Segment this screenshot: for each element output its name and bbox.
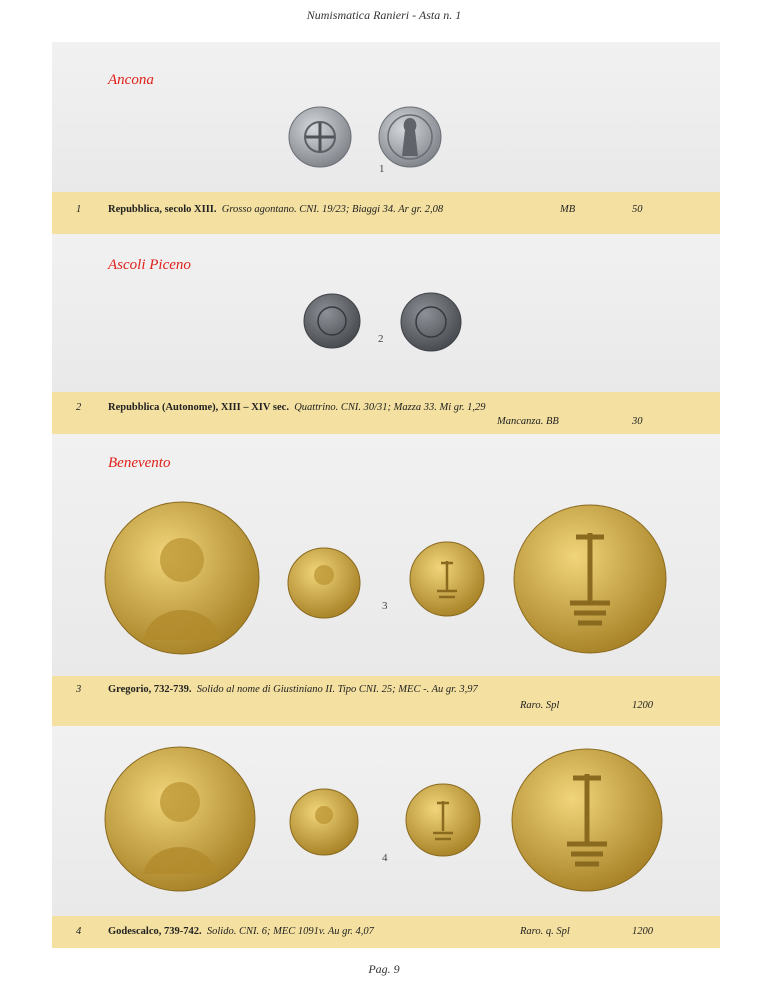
lot-details: Quattrino. CNI. 30/31; Mazza 33. Mi gr. 1,29 xyxy=(294,402,486,413)
coin-image-3-reverse xyxy=(409,541,485,617)
coin-image-4-obverse-enlarged xyxy=(103,746,257,892)
lot-row-3 xyxy=(52,676,720,726)
lot-number: 2 xyxy=(76,402,82,413)
coin-image-3-reverse-enlarged xyxy=(512,503,668,655)
lot-grade: MB xyxy=(560,204,576,215)
lot-row-4 xyxy=(52,916,720,948)
page-header: Numismatica Ranieri - Asta n. 1 xyxy=(306,8,462,22)
lot-details: Solido al nome di Giustiniano II. Tipo CNI. 25; MEC -. Au gr. 3,97 xyxy=(196,684,478,695)
lot-price: 1200 xyxy=(632,700,653,711)
section-title-ascoli-piceno: Ascoli Piceno xyxy=(108,257,191,273)
lot-title: Repubblica, secolo XIII. xyxy=(108,204,217,215)
coin-image-4-reverse-enlarged xyxy=(510,748,664,892)
coin-image-2-reverse xyxy=(400,292,462,352)
lot-number: 4 xyxy=(76,926,82,937)
lot-number: 1 xyxy=(76,204,82,215)
lot-image-label-1: 1 xyxy=(379,163,385,175)
lot-title: Repubblica (Autonome), XIII – XIV sec. xyxy=(108,402,289,413)
coin-image-1-reverse xyxy=(378,106,442,168)
lot-description xyxy=(108,926,374,937)
lot-description xyxy=(108,204,443,215)
lot-image-label-4: 4 xyxy=(382,852,388,864)
lot-image-label-2: 2 xyxy=(378,333,384,345)
lot-price: 50 xyxy=(632,204,643,215)
lot-row-1 xyxy=(52,192,720,234)
lot-grade: Mancanza. BB xyxy=(497,416,559,427)
lot-details: Solido. CNI. 6; MEC 1091v. Au gr. 4,07 xyxy=(206,926,374,937)
coin-image-1-obverse xyxy=(288,106,352,168)
lot-number: 3 xyxy=(76,684,82,695)
lot-row-2 xyxy=(52,392,720,434)
lot-price: 1200 xyxy=(632,926,653,937)
lot-description xyxy=(108,402,486,413)
coin-image-4-reverse xyxy=(405,783,481,857)
lot-title: Gregorio, 732-739. xyxy=(108,684,192,695)
section-title-ancona: Ancona xyxy=(108,72,154,88)
coin-image-3-obverse-enlarged xyxy=(103,500,261,656)
lot-grade: Raro. Spl xyxy=(520,700,560,711)
coin-image-3-obverse xyxy=(287,547,361,619)
lot-description xyxy=(108,684,478,695)
lot-price: 30 xyxy=(632,416,643,427)
section-title-benevento: Benevento xyxy=(108,455,171,471)
lot-image-label-3: 3 xyxy=(382,600,388,612)
page-number: Pag. 9 xyxy=(368,962,400,976)
coin-image-4-obverse xyxy=(289,788,359,856)
coin-image-2-obverse xyxy=(303,292,361,350)
lot-title: Godescalco, 739-742. xyxy=(108,926,202,937)
lot-grade: Raro. q. Spl xyxy=(520,926,570,937)
lot-details: Grosso agontano. CNI. 19/23; Biaggi 34. Ar gr. 2,08 xyxy=(221,204,444,215)
